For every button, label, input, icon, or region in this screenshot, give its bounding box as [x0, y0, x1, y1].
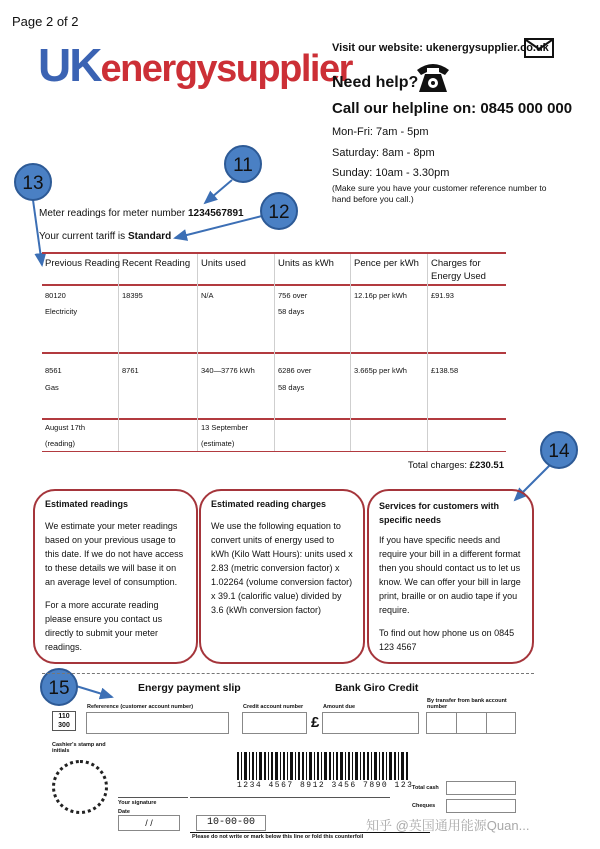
marker-15: 15 — [40, 668, 78, 706]
card-specific-needs — [367, 489, 534, 664]
amount-field[interactable] — [322, 712, 419, 734]
signature-field[interactable] — [190, 797, 390, 798]
total-label: Total charges: — [407, 460, 470, 471]
reference-note: (Make sure you have your customer reference number to hand before you call.) — [332, 183, 547, 204]
tariff-value: Standard — [127, 231, 172, 242]
table-col-divider — [274, 254, 275, 451]
reference-field[interactable] — [86, 712, 229, 734]
cell-charge: £91.93 — [431, 291, 454, 300]
header-units-kwh: Units as kWh — [278, 258, 334, 269]
card-title: Estimated readings — [45, 499, 129, 509]
cell-kwh-sub: 58 days — [278, 307, 305, 316]
code-top: 110 — [58, 713, 70, 720]
table-bottom-rule — [42, 451, 506, 452]
slip-title: Energy payment slip — [138, 682, 241, 694]
cheques-label: Cheques — [412, 803, 436, 809]
code-bottom: 300 — [58, 722, 70, 729]
header-units-used: Units used — [201, 258, 246, 269]
helpline-text: Call our helpline on: 0845 000 000 — [332, 100, 573, 117]
date-label: Date — [118, 809, 130, 815]
hours-weekday: Mon-Fri: 7am - 5pm — [332, 126, 429, 138]
pound-sign: £ — [311, 714, 320, 731]
total-value: £230.51 — [469, 460, 504, 471]
cell-kwh-sub: 58 days — [278, 383, 305, 392]
transfer-field[interactable] — [426, 712, 516, 734]
footer-note: Please do not write or mark below this line or fold this counterfoil — [192, 834, 364, 840]
signature-line — [118, 797, 188, 798]
tariff-label: Your current tariff is — [39, 231, 128, 242]
barcode-number: 1234 4567 8912 3456 7890 123 — [237, 781, 414, 790]
card-estimated-readings — [33, 489, 198, 664]
cell-prev-sub: Gas — [45, 383, 59, 392]
date-prev: August 17th — [45, 423, 86, 432]
signature-label: Your signature — [118, 800, 157, 806]
website-text: Visit our website: ukenergysupplier.co.uk — [332, 42, 549, 54]
cell-prev: 8561 — [45, 366, 62, 375]
cell-kwh: 756 over — [278, 291, 308, 300]
table-col-divider — [427, 254, 428, 451]
card-text: To find out how phone us on 0845 123 4567 — [379, 628, 515, 652]
card-title: Services for customers with specific needs — [379, 501, 500, 525]
tear-line — [42, 673, 534, 674]
page-number: Page 2 of 2 — [12, 14, 79, 29]
card-text: If you have specific needs and require your bill in a different format then you should contact us to let us know. We can offer your bill in large print, braille or on audio tape if you require. — [379, 535, 521, 615]
date-field[interactable]: / / — [118, 815, 180, 831]
total-cash-label: Total cash — [412, 785, 439, 791]
barcode — [237, 752, 409, 780]
logo-rest: energysupplier — [100, 48, 352, 90]
date-units-sub: (estimate) — [201, 439, 235, 448]
meter-number: 1234567891 — [187, 208, 244, 219]
cell-units: 340—3776 kWh — [201, 366, 255, 375]
logo-uk: UK — [38, 39, 101, 91]
hours-sunday: Sunday: 10am - 3.30pm — [332, 167, 450, 179]
marker-13: 13 — [14, 163, 52, 201]
marker-11: 11 — [224, 145, 262, 183]
reference-label: Refererence (customer account number) — [87, 704, 194, 710]
cell-pence: 12.16p per kWh — [354, 291, 407, 300]
need-help-text: Need help? — [332, 74, 419, 91]
stamp-circle — [52, 760, 108, 814]
marker-14: 14 — [540, 431, 578, 469]
watermark: 知乎 @英国通用能源Quan... — [366, 818, 530, 833]
cell-units: N/A — [201, 291, 214, 300]
total-cash-field[interactable] — [446, 781, 516, 795]
cell-prev: 80120 — [45, 291, 66, 300]
credit-field[interactable] — [242, 712, 307, 734]
header-charges: Charges for Energy Used — [431, 258, 486, 282]
amount-label: Amount due — [323, 704, 356, 710]
transfer-label: By transfer from bank account number — [427, 698, 507, 710]
date-prev-sub: (reading) — [45, 439, 76, 448]
cheques-field[interactable] — [446, 799, 516, 813]
giro-title: Bank Giro Credit — [335, 682, 419, 694]
card-text: We use the following equation to convert units of energy used to kWh (Kilo Watt Hours): units used x 2.83 (metric conversion factor) x 1.02264 (volume conversion factor) x 39.1 (calorific value) divided by 3.6 (kWh conversion factor) — [211, 521, 353, 615]
card-title: Estimated reading charges — [211, 499, 327, 509]
stamp-label: Cashier's stamp and initials — [52, 742, 106, 754]
total-charges — [360, 460, 504, 471]
hours-saturday: Saturday: 8am - 8pm — [332, 147, 435, 159]
table-col-divider — [197, 254, 198, 451]
header-previous-reading: Previous Reading — [45, 258, 120, 269]
sort-code-box — [52, 711, 76, 731]
cell-kwh: 6286 over — [278, 366, 312, 375]
card-reading-charges — [199, 489, 365, 664]
cell-prev-sub: Electricity — [45, 307, 78, 316]
cell-pence: 3.665p per kWh — [354, 366, 407, 375]
header-recent-reading: Recent Reading — [122, 258, 191, 269]
credit-label: Credit account number — [243, 704, 304, 710]
table-col-divider — [118, 254, 119, 451]
tariff-line — [39, 231, 171, 242]
date-units: 13 September — [201, 423, 249, 432]
sort-date-box: 10-00-00 — [196, 815, 266, 831]
card-text: We estimate your meter readings based on your previous usage to this date. If we do not have access to these details we will base it on an average level of consumption. — [45, 521, 184, 587]
cell-charge: £138.58 — [431, 366, 459, 375]
cell-recent: 8761 — [122, 366, 139, 375]
table-col-divider — [350, 254, 351, 451]
header-pence-per-kwh: Pence per kWh — [354, 258, 419, 269]
cell-recent: 18395 — [122, 291, 143, 300]
meter-line — [39, 208, 244, 219]
marker-12: 12 — [260, 192, 298, 230]
card-text: For a more accurate reading please ensure you contact us directly to submit your meter readings. — [45, 600, 163, 652]
meter-label: Meter readings for meter number — [39, 208, 188, 219]
